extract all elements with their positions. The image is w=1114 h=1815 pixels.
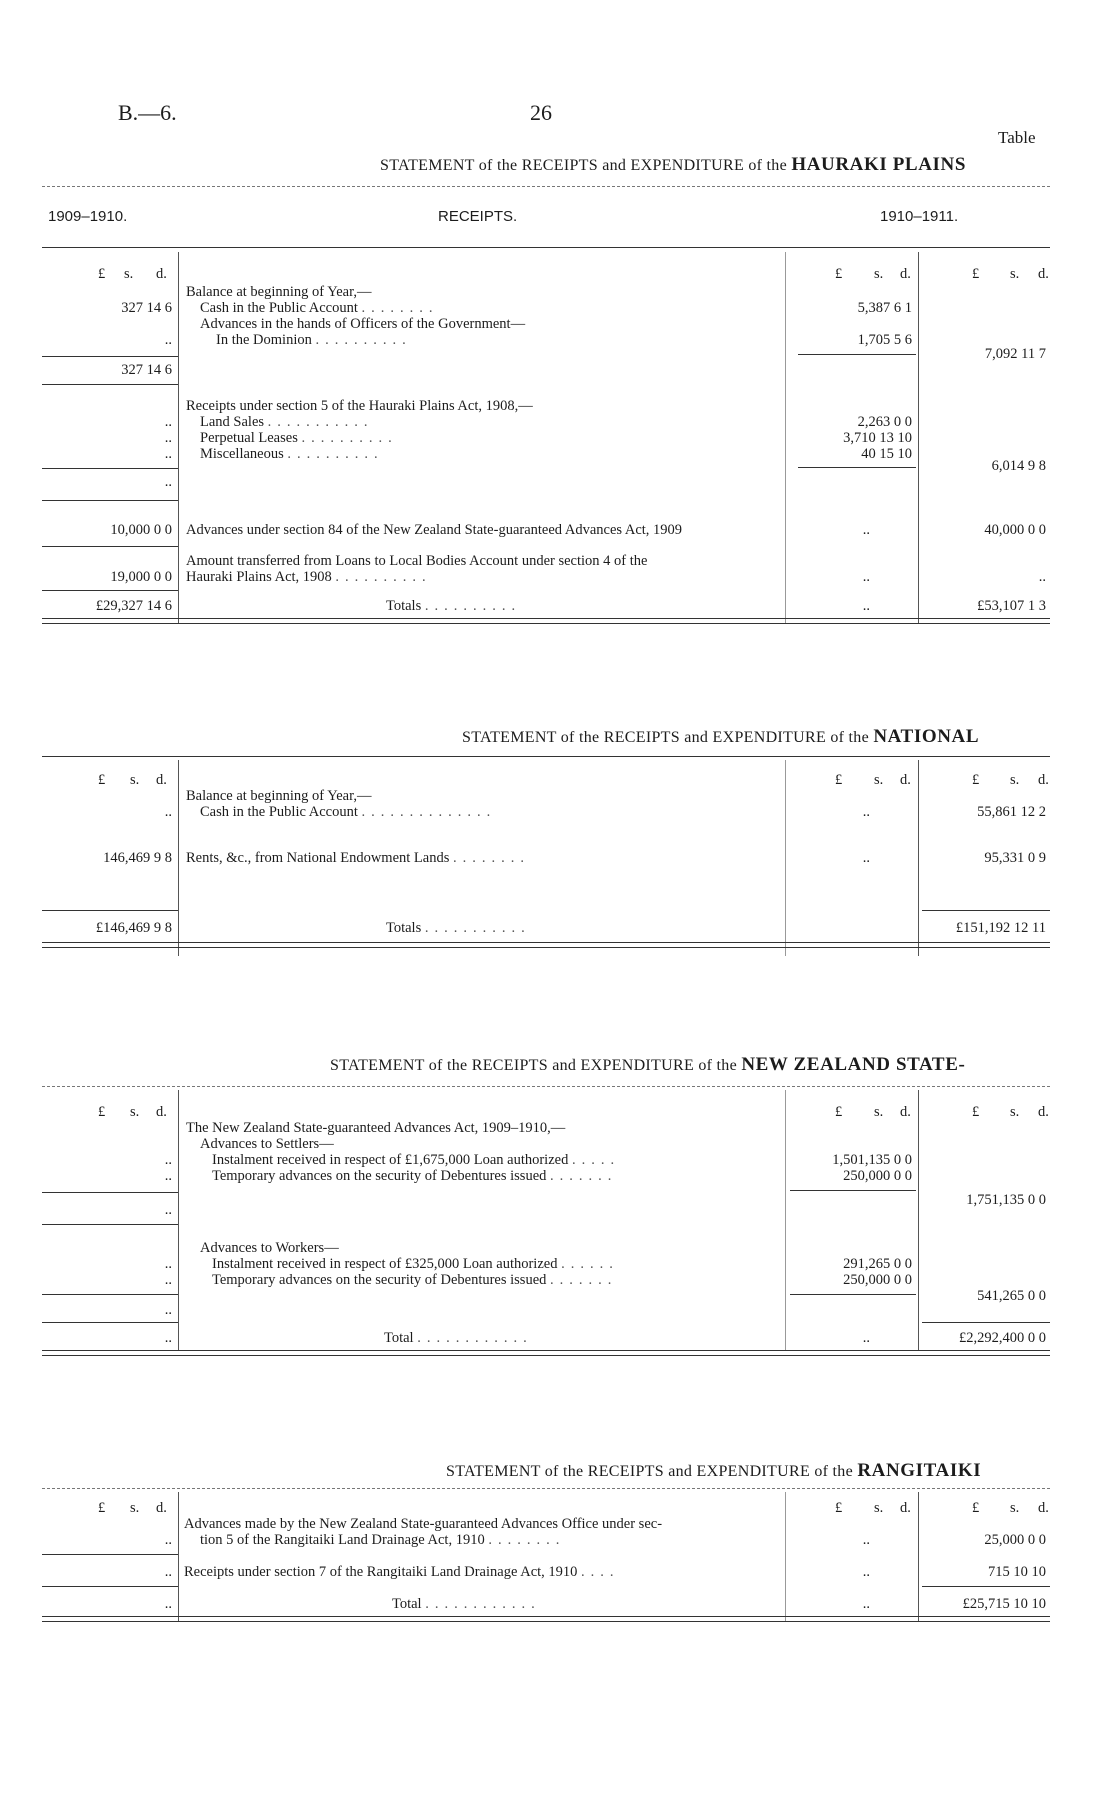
unit-pound: £ [835, 1500, 843, 1516]
settlers-temp-left: .. [164, 1168, 172, 1184]
table-row: Perpetual Leases .......... [200, 430, 398, 446]
totals-right: £151,192 12 11 [955, 920, 1046, 936]
unit-shillings: s. [874, 1104, 884, 1120]
balance-heading: Balance at beginning of Year,— [186, 284, 372, 300]
unit-shillings: s. [130, 772, 140, 788]
title-prefix: STATEMENT of the RECEIPTS and EXPENDITURE of the [330, 1057, 738, 1074]
settlers-total-right: 1,751,135 0 0 [966, 1192, 1046, 1208]
workers-temp-left: .. [164, 1272, 172, 1288]
table-row: Total ............ [384, 1330, 533, 1346]
receipts-heading: RECEIPTS. [438, 208, 518, 225]
rents-right: 95,331 0 9 [984, 850, 1046, 866]
total-mid: .. [862, 1330, 870, 1346]
unit-pence: d. [900, 1104, 911, 1120]
workers-heading: Advances to Workers— [200, 1240, 339, 1256]
section-title [380, 154, 966, 176]
advances-line1: Advances made by the New Zealand State-guaranteed Advances Office under sec- [184, 1516, 663, 1532]
land-sales-mid: 2,263 0 0 [857, 414, 912, 430]
receipts7-right: 715 10 10 [988, 1564, 1046, 1580]
unit-pound: £ [98, 1500, 106, 1516]
totals-left: £29,327 14 6 [95, 598, 172, 614]
year-1910-1911: 1910–1911. [880, 208, 959, 225]
advances-right: 25,000 0 0 [984, 1532, 1046, 1548]
rents-left: 146,469 9 8 [103, 850, 172, 866]
perpetual-left: .. [164, 430, 172, 446]
settlers-inst-left: .. [164, 1152, 172, 1168]
unit-shillings: s. [874, 266, 884, 282]
section-title [462, 726, 979, 748]
unit-shillings: s. [124, 266, 134, 282]
table-row: tion 5 of the Rangitaiki Land Drainage Act, 1910 ........ [200, 1532, 566, 1548]
advances84-mid: .. [862, 522, 870, 538]
receipts-total-left: .. [164, 474, 172, 490]
table-row: Temporary advances on the security of Debentures issued ....... [212, 1272, 618, 1288]
year-1909-1910: 1909–1910. [48, 208, 128, 225]
unit-pound: £ [972, 1500, 980, 1516]
unit-pound: £ [98, 772, 106, 788]
unit-pound: £ [835, 1104, 843, 1120]
settlers-heading: Advances to Settlers— [200, 1136, 334, 1152]
totals-left: £146,469 9 8 [95, 920, 172, 936]
unit-shillings: s. [1010, 1104, 1020, 1120]
table-row: Totals ........... [386, 920, 531, 936]
table-row: Totals .......... [386, 598, 522, 614]
misc-mid: 40 15 10 [861, 446, 912, 462]
advances-heading: Advances in the hands of Officers of the Government— [200, 316, 526, 332]
unit-pence: d. [900, 266, 911, 282]
settlers-inst-mid: 1,501,135 0 0 [832, 1152, 912, 1168]
table-row: Cash in the Public Account ........ [200, 300, 439, 316]
table-row: Cash in the Public Account .............. [200, 804, 497, 820]
total-right: £25,715 10 10 [962, 1596, 1046, 1612]
unit-pound: £ [98, 1104, 106, 1120]
unit-pence: d. [900, 1500, 911, 1516]
totals-mid: .. [862, 598, 870, 614]
table-row: Rents, &c., from National Endowment Lands ........ [186, 850, 530, 866]
unit-shillings: s. [874, 1500, 884, 1516]
table-row: Miscellaneous .......... [200, 446, 384, 462]
unit-shillings: s. [1010, 772, 1020, 788]
title-prefix: STATEMENT of the RECEIPTS and EXPENDITURE of the [446, 1463, 854, 1480]
unit-pound: £ [972, 772, 980, 788]
act-heading: The New Zealand State-guaranteed Advances Act, 1909–1910,— [186, 1120, 566, 1136]
table-row: Land Sales ........... [200, 414, 374, 430]
unit-pence: d. [156, 772, 167, 788]
table-row: Total ............ [392, 1596, 541, 1612]
balance-heading: Balance at beginning of Year,— [186, 788, 372, 804]
table-row: Instalment received in respect of £325,000 Loan authorized ...... [212, 1256, 619, 1272]
unit-pound: £ [835, 772, 843, 788]
unit-pound: £ [972, 1104, 980, 1120]
cash-mid: .. [862, 804, 870, 820]
settlers-total-left: .. [164, 1202, 172, 1218]
title-bold: HAURAKI PLAINS [791, 154, 966, 175]
receipts7-left: .. [164, 1564, 172, 1580]
settlers-temp-mid: 250,000 0 0 [843, 1168, 912, 1184]
receipts-section-heading: Receipts under section 5 of the Hauraki Plains Act, 1908,— [186, 398, 533, 414]
transfer-mid: .. [862, 569, 870, 585]
page-reference: B.—6. [118, 100, 177, 125]
unit-pence: d. [1038, 266, 1049, 282]
perpetual-mid: 3,710 13 10 [843, 430, 912, 446]
page-number: 26 [530, 100, 552, 125]
workers-inst-mid: 291,265 0 0 [843, 1256, 912, 1272]
unit-pence: d. [1038, 772, 1049, 788]
unit-pound: £ [98, 266, 106, 282]
table-label: Table [998, 128, 1036, 147]
cash-left: 327 14 6 [121, 300, 172, 316]
transfer-line1: Amount transferred from Loans to Local Bodies Account under section 4 of the [186, 553, 648, 569]
cash-mid: 5,387 6 1 [857, 300, 912, 316]
rents-mid: .. [862, 850, 870, 866]
section-title [330, 1054, 965, 1076]
unit-pence: d. [156, 266, 167, 282]
unit-shillings: s. [130, 1104, 140, 1120]
unit-pence: d. [1038, 1500, 1049, 1516]
unit-shillings: s. [874, 772, 884, 788]
workers-temp-mid: 250,000 0 0 [843, 1272, 912, 1288]
advances84-left: 10,000 0 0 [110, 522, 172, 538]
total-left: .. [164, 1330, 172, 1346]
balance-total-left: 327 14 6 [121, 362, 172, 378]
dominion-left: .. [164, 332, 172, 348]
unit-shillings: s. [1010, 266, 1020, 282]
table-row: Temporary advances on the security of Debentures issued ....... [212, 1168, 618, 1184]
receipts-total-right: 6,014 9 8 [991, 458, 1046, 474]
workers-total-left: .. [164, 1302, 172, 1318]
advances-mid: .. [862, 1532, 870, 1548]
section-title [446, 1460, 981, 1482]
title-prefix: STATEMENT of the RECEIPTS and EXPENDITURE of the [462, 729, 870, 746]
cash-right: 55,861 12 2 [977, 804, 1046, 820]
cash-left: .. [164, 804, 172, 820]
table-row: Hauraki Plains Act, 1908 .......... [186, 569, 432, 585]
transfer-left: 19,000 0 0 [110, 569, 172, 585]
dominion-mid: 1,705 5 6 [857, 332, 912, 348]
transfer-right: .. [1038, 569, 1046, 585]
advances84-right: 40,000 0 0 [984, 522, 1046, 538]
title-bold: NATIONAL [873, 726, 980, 747]
table-row: Instalment received in respect of £1,675,000 Loan authorized ..... [212, 1152, 621, 1168]
total-mid: .. [862, 1596, 870, 1612]
unit-shillings: s. [1010, 1500, 1020, 1516]
total-left: .. [164, 1596, 172, 1612]
title-prefix: STATEMENT of the RECEIPTS and EXPENDITURE of the [380, 157, 788, 174]
total-right: £2,292,400 0 0 [959, 1330, 1046, 1346]
unit-shillings: s. [130, 1500, 140, 1516]
advances-left: .. [164, 1532, 172, 1548]
unit-pound: £ [972, 266, 980, 282]
workers-inst-left: .. [164, 1256, 172, 1272]
totals-right: £53,107 1 3 [977, 598, 1046, 614]
workers-total-right: 541,265 0 0 [977, 1288, 1046, 1304]
receipts7-mid: .. [862, 1564, 870, 1580]
table-row: Receipts under section 7 of the Rangitaiki Land Drainage Act, 1910 .... [184, 1564, 620, 1580]
title-bold: NEW ZEALAND STATE- [741, 1054, 966, 1075]
land-sales-left: .. [164, 414, 172, 430]
unit-pound: £ [835, 266, 843, 282]
unit-pence: d. [156, 1500, 167, 1516]
table-row: Advances under section 84 of the New Zealand State-guaranteed Advances Act, 1909 [186, 522, 683, 538]
unit-pence: d. [1038, 1104, 1049, 1120]
unit-pence: d. [900, 772, 911, 788]
unit-pence: d. [156, 1104, 167, 1120]
balance-total-right: 7,092 11 7 [984, 346, 1046, 362]
misc-left: .. [164, 446, 172, 462]
title-bold: RANGITAIKI [857, 1460, 982, 1481]
table-row: In the Dominion .......... [216, 332, 412, 348]
